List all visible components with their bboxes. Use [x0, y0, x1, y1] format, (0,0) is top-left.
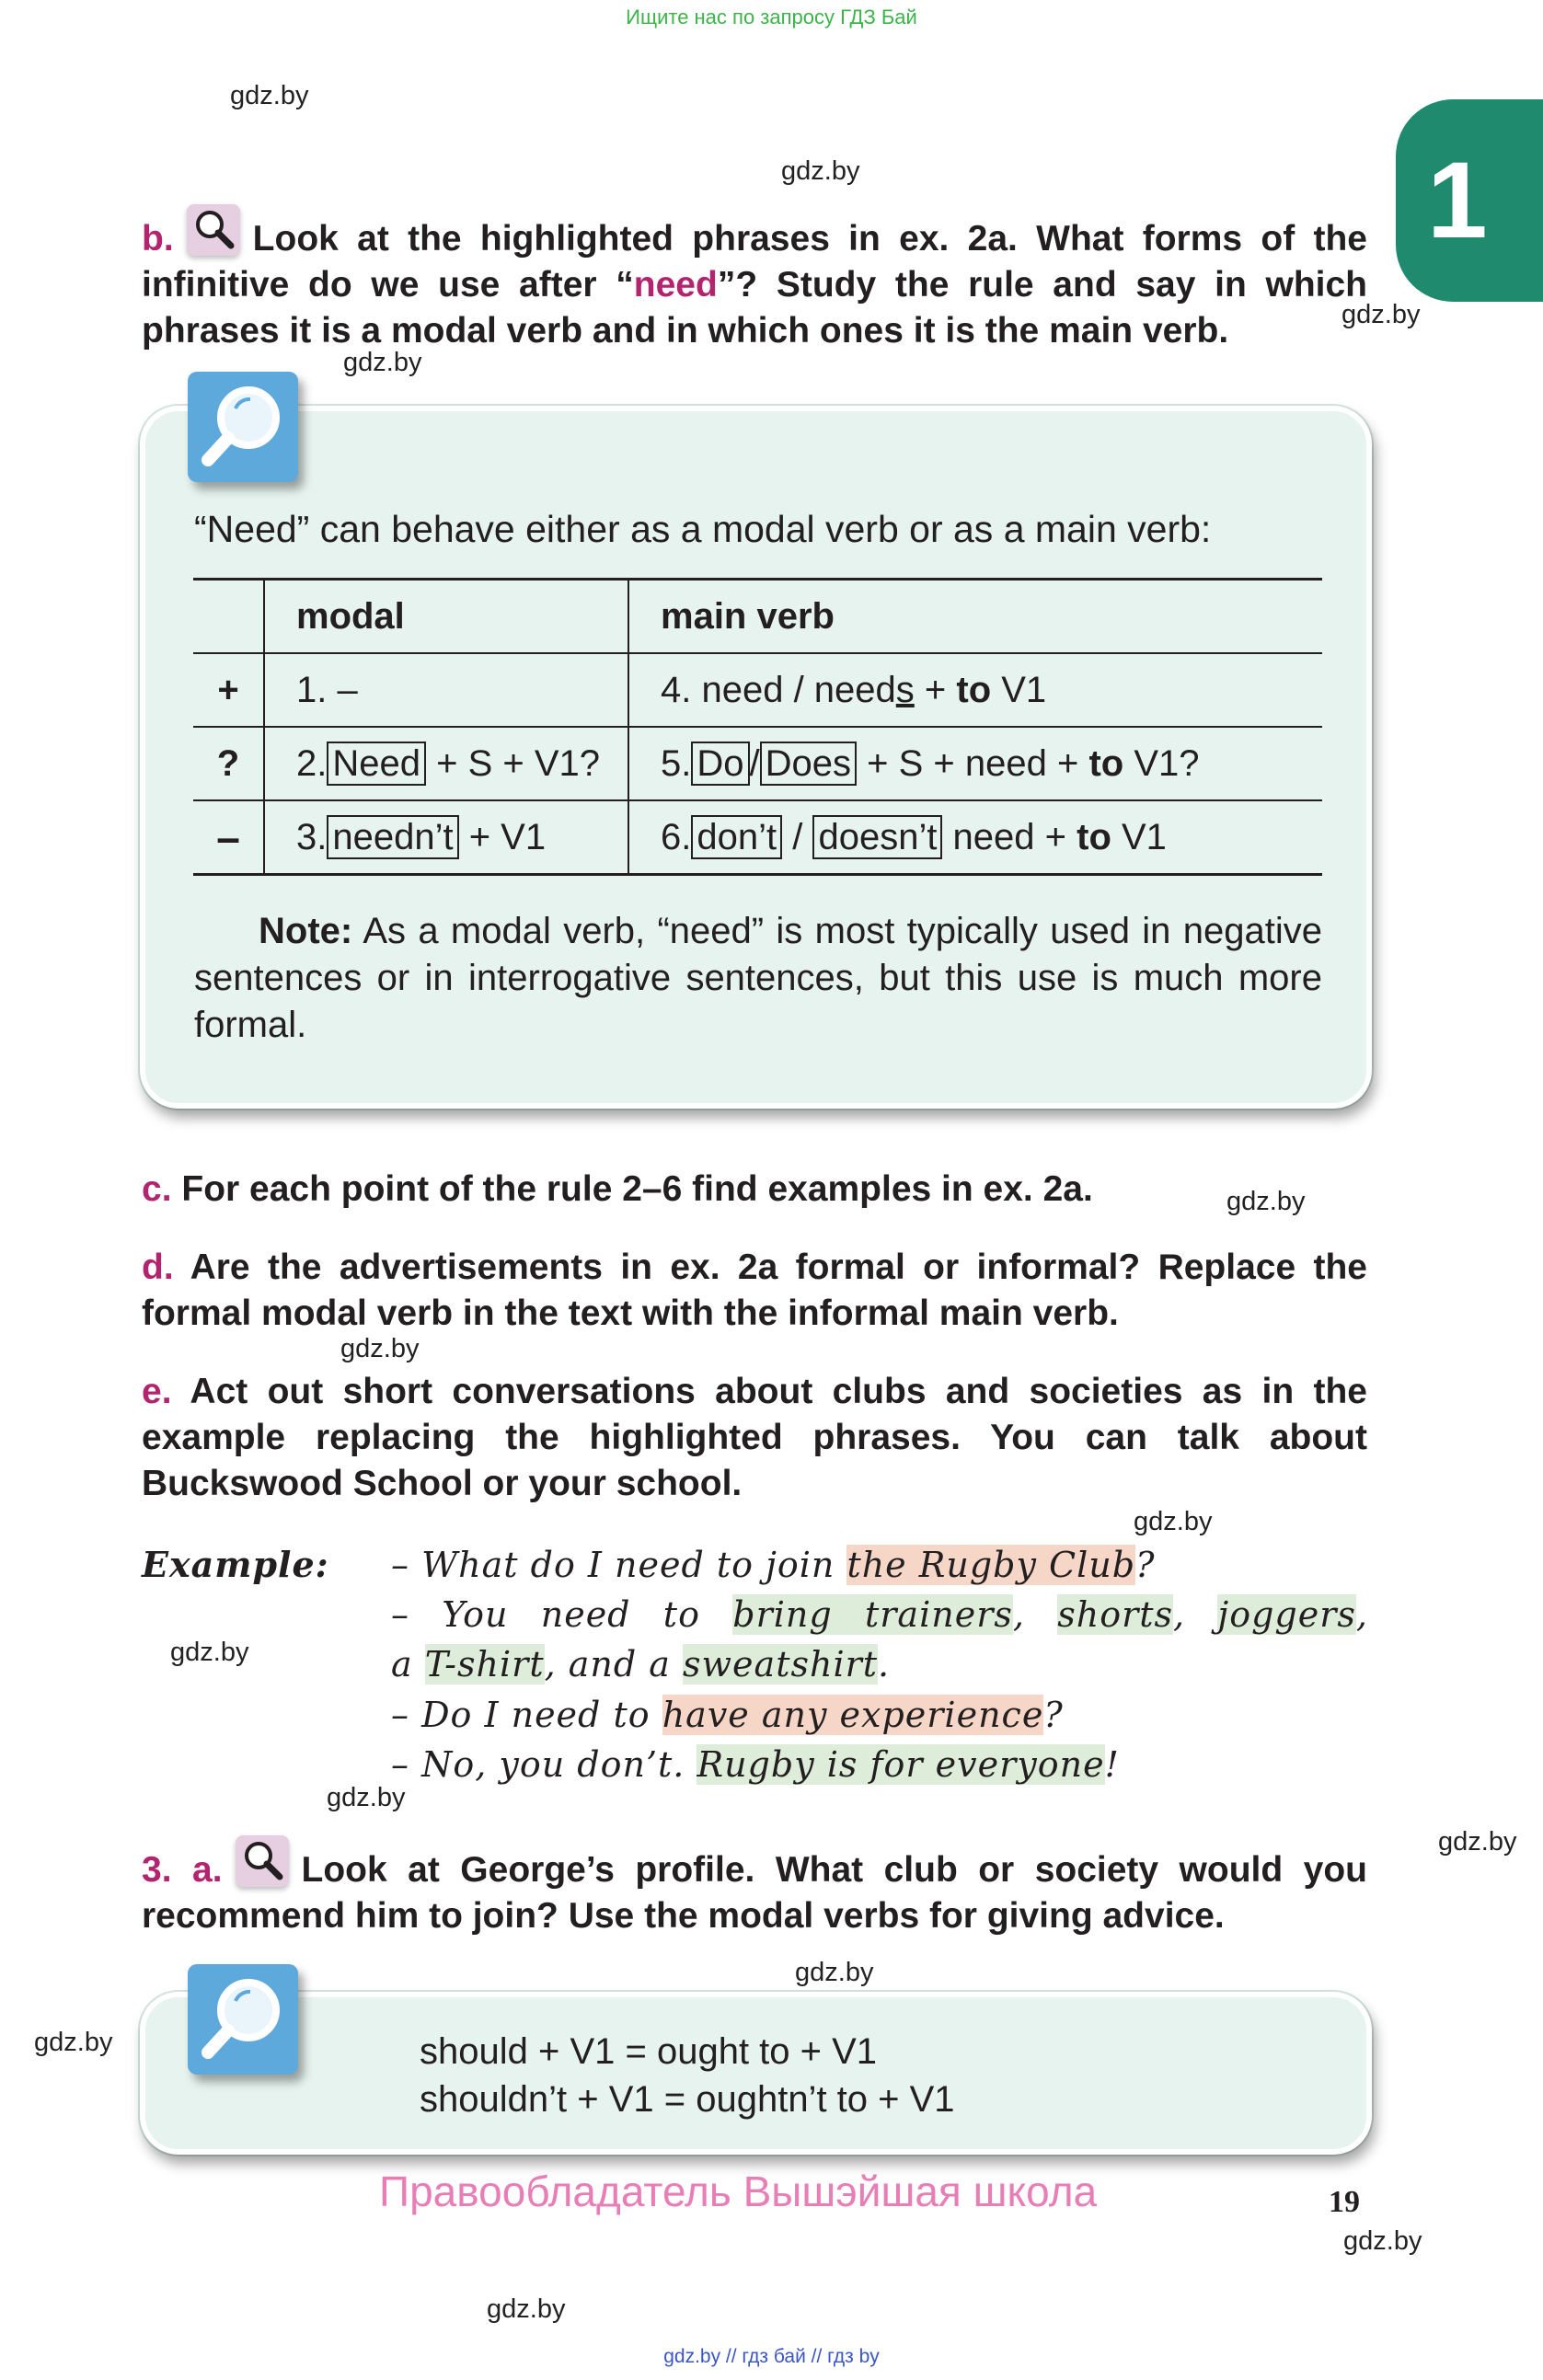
separator: / [782, 816, 813, 857]
highlighted-phrase: sweatshirt [683, 1644, 879, 1684]
example-text: . [878, 1644, 891, 1684]
example-text: ? [1043, 1695, 1064, 1735]
example-line [391, 1690, 1064, 1740]
table-cell [264, 727, 628, 800]
boxed-word: Need [327, 742, 426, 786]
example-text: ! [1104, 1744, 1120, 1785]
boxed-word: needn’t [327, 815, 458, 859]
cell-text: V1? [1123, 742, 1200, 784]
watermark: gdz.by [487, 2294, 566, 2324]
highlighted-phrase: have any experience [662, 1695, 1044, 1735]
separator: / [749, 742, 760, 784]
magnifier-icon [188, 1964, 298, 2075]
task-letter: a. [192, 1850, 223, 1890]
table-cell [264, 653, 628, 727]
cell-text: need + [942, 816, 1077, 857]
grammar-table [193, 578, 1322, 876]
boxed-word: doesn’t [812, 815, 942, 859]
example-text: ? [1135, 1545, 1156, 1585]
cell-text: V1 [991, 669, 1047, 710]
cell-text: need / need [691, 669, 896, 710]
cell-text: – [327, 669, 358, 710]
boxed-word: Does [760, 742, 857, 786]
example-text: – No, you don’t. [391, 1744, 697, 1785]
boxed-word: Do [691, 742, 749, 786]
watermark: gdz.by [1134, 1507, 1213, 1536]
task-letter: c. [142, 1169, 172, 1209]
rule-note [194, 908, 1322, 1049]
example-line [391, 1540, 1155, 1590]
example-text: a [391, 1644, 425, 1684]
table-cell [628, 653, 1322, 727]
rule-should-line: shouldn’t + V1 = oughtn’t to + V1 [420, 2079, 955, 2120]
task-text: Act out short conversations about clubs and societies as in the example replacing the highlighted phrases. You can talk about Buckswood School or your school. [142, 1372, 1367, 1503]
task-c [142, 1167, 1367, 1213]
table-corner [193, 580, 264, 654]
task-e [142, 1369, 1367, 1507]
task-3a [142, 1835, 1367, 1939]
column-header-modal: modal [264, 580, 628, 654]
task-number: 3. [142, 1850, 172, 1890]
watermark: gdz.by [795, 1958, 874, 1987]
magnifier-icon [187, 204, 240, 256]
task-b [142, 204, 1367, 354]
note-text: As a modal verb, “need” is most typically used in negative sentences or in interrogative sentences, but this use is much more formal. [194, 911, 1322, 1045]
task-text: Are the advertisements in ex. 2a formal or informal? Replace the formal modal verb in the text with the informal main verb. [142, 1247, 1368, 1333]
cell-number: 2. [296, 742, 328, 784]
keyword-need: need [633, 265, 718, 305]
highlighted-phrase: bring trainers [732, 1594, 1013, 1635]
cell-text: + S + V1? [425, 742, 601, 784]
cell-number: 4. [661, 669, 692, 710]
table-cell [628, 727, 1322, 800]
watermark: gdz.by [781, 156, 860, 186]
bottom-banner[interactable]: gdz.by // гдз бай // гдз by [663, 2346, 880, 2367]
example-text: , [1355, 1594, 1368, 1635]
cell-text: + V1 [458, 816, 547, 857]
watermark: gdz.by [170, 1638, 249, 1667]
task-letter: b. [142, 219, 174, 259]
underlined-s: s [895, 669, 915, 710]
magnifier-icon [236, 1835, 289, 1887]
bold-to: to [1077, 816, 1111, 857]
example-line [391, 1590, 1368, 1639]
task-text: Look at the highlighted phrases in ex. 2a. What forms of the infinitive do we use after “ [142, 219, 1367, 305]
task-d [142, 1245, 1367, 1337]
column-header-main-verb: main verb [628, 580, 1322, 654]
copyright-notice: Правообладатель Вышэйшая школа [379, 2167, 1098, 2215]
watermark: gdz.by [327, 1783, 406, 1812]
highlighted-phrase: the Rugby Club [846, 1545, 1136, 1585]
note-label: Note: [259, 911, 353, 951]
example-text: – You need to [391, 1594, 733, 1635]
watermark: gdz.by [1343, 2226, 1422, 2256]
magnifier-icon [188, 372, 298, 482]
example-line [391, 1639, 890, 1689]
watermark: gdz.by [340, 1334, 420, 1363]
bold-to: to [1088, 742, 1124, 784]
task-text: For each point of the rule 2–6 find examples in ex. 2a. [181, 1169, 1093, 1209]
cell-number: 6. [661, 816, 692, 857]
bold-to: to [956, 669, 992, 710]
example-text: , and a [544, 1644, 684, 1684]
watermark: gdz.by [34, 2028, 113, 2057]
watermark: gdz.by [1341, 300, 1421, 329]
cell-text: + S + need + [857, 742, 1089, 784]
example-text: , [1173, 1594, 1218, 1635]
table-cell [264, 800, 628, 875]
highlighted-phrase: shorts [1057, 1594, 1174, 1635]
example-line [391, 1740, 1120, 1789]
task-text: Look at George’s profile. What club or society would you recommend him to join? Use the modal verbs for giving advice. [142, 1850, 1367, 1936]
row-sign: ? [193, 727, 264, 800]
table-cell [628, 800, 1322, 875]
rule-intro: “Need” can behave either as a modal verb or as a main verb: [194, 508, 1212, 550]
highlighted-phrase: joggers [1217, 1594, 1356, 1635]
rule-should-line: should + V1 = ought to + V1 [420, 2031, 878, 2072]
cell-number: 5. [661, 742, 692, 784]
row-sign: + [193, 653, 264, 727]
example-text: – Do I need to [391, 1695, 662, 1735]
example-text: – What do I need to join [391, 1545, 847, 1585]
example-text: , [1012, 1594, 1058, 1635]
highlighted-phrase: Rugby is for everyone [697, 1744, 1105, 1785]
page-number: 19 [1329, 2185, 1360, 2219]
watermark: gdz.by [230, 81, 309, 110]
cell-text: + [914, 669, 957, 710]
watermark: gdz.by [1226, 1187, 1306, 1216]
task-text: ”? Study the rule and say in which phrases it is a modal verb and in which ones it is the main verb. [142, 265, 1367, 351]
row-sign: – [193, 800, 264, 875]
watermark: gdz.by [343, 348, 422, 377]
boxed-word: don’t [691, 815, 782, 859]
highlighted-phrase: T-shirt [424, 1644, 545, 1684]
task-letter: d. [142, 1247, 174, 1287]
unit-number-tab: 1 [1396, 99, 1543, 302]
cell-number: 3. [296, 816, 328, 857]
cell-text: V1 [1111, 816, 1167, 857]
cell-number: 1. [296, 669, 328, 710]
top-banner[interactable]: Ищите нас по запросу ГДЗ Бай [626, 6, 917, 29]
watermark: gdz.by [1438, 1827, 1517, 1857]
example-label: Example: [142, 1544, 329, 1585]
task-letter: e. [142, 1372, 172, 1411]
